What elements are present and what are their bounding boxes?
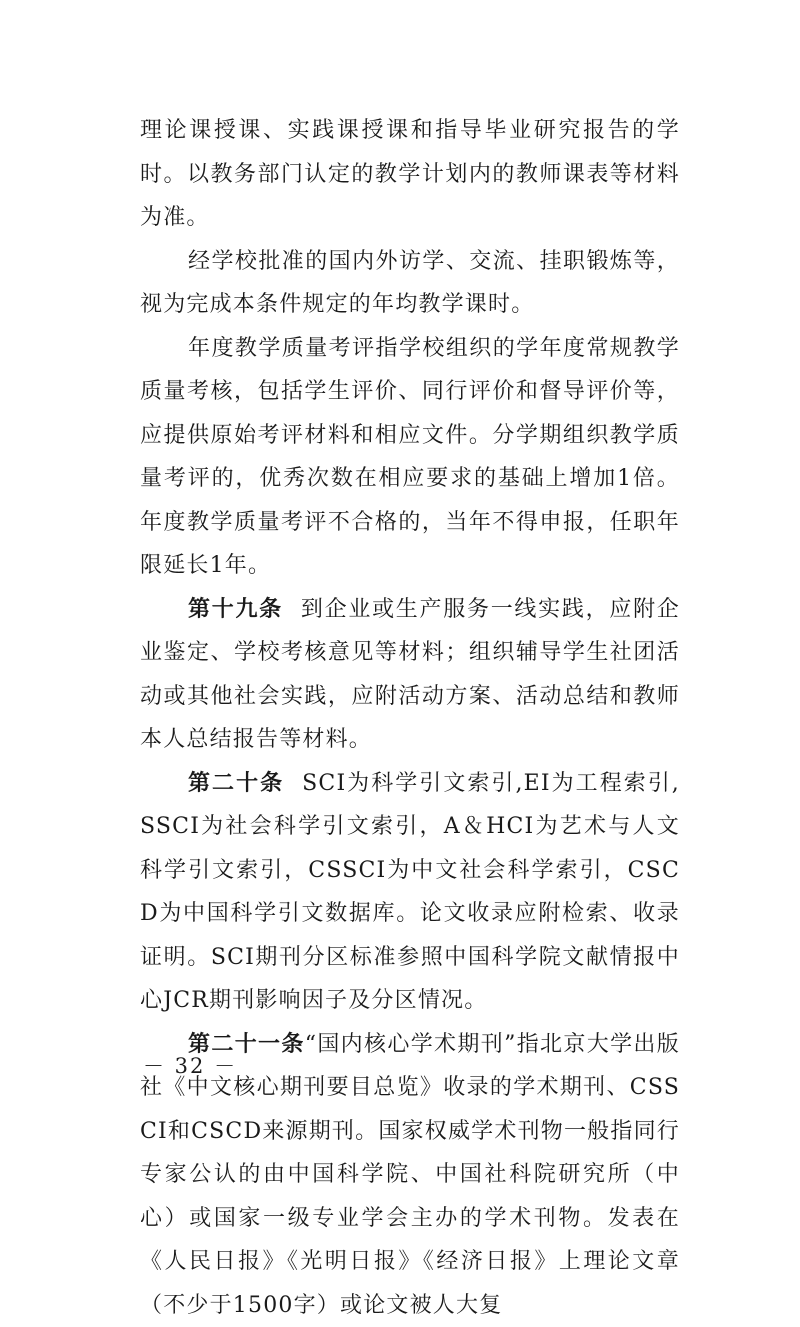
paragraph-text: 理论课授课、实践课授课和指导毕业研究报告的学时。以教务部门认定的教学计划内的教师课表等材料为准。 xyxy=(140,118,680,230)
article-text: SCI为科学引文索引,EI为工程索引,SSCI为社会科学引文索引，A＆HCI为艺术与人文科学引文索引，CSSCI为中文社会科学索引，CSCD为中国科学引文数据库。论文收录应附检索、收录证明。SCI期刊分区标准参照中国科学院文献情报中心JCR期刊影响因子及分区情况。 xyxy=(140,771,680,1014)
paragraph-1 xyxy=(140,109,680,240)
article-number: 第二十条 xyxy=(188,771,284,796)
paragraph-3 xyxy=(140,327,680,588)
article-number: 第十九条 xyxy=(188,597,283,622)
page-number: － 32 － xyxy=(143,1050,237,1080)
article-20 xyxy=(140,762,680,1023)
article-text: “国内核心学术期刊”指北京大学出版社《中文核心期刊要目总览》收录的学术期刊、CSSCI和CSCD来源期刊。国家权威学术刊物一般指同行专家公认的由中国科学院、中国社科院研究所（中心）或国家一级专业学会主办的学术刊物。发表在《人民日报》《光明日报》《经济日报》上理论文章（不少于1500字）或论文被人大复 xyxy=(140,1032,680,1318)
document-body xyxy=(140,109,680,1327)
article-number: 第二十一条 xyxy=(188,1032,305,1057)
paragraph-text: 经学校批准的国内外访学、交流、挂职锻炼等，视为完成本条件规定的年均教学课时。 xyxy=(140,249,680,318)
paragraph-2 xyxy=(140,240,680,327)
article-19 xyxy=(140,588,680,762)
paragraph-text: 年度教学质量考评指学校组织的学年度常规教学质量考核，包括学生评价、同行评价和督导评价等，应提供原始考评材料和相应文件。分学期组织教学质量考评的，优秀次数在相应要求的基础上增加1倍。年度教学质量考评不合格的，当年不得申报，任职年限延长1年。 xyxy=(140,336,680,579)
article-text: 到企业或生产服务一线实践，应附企业鉴定、学校考核意见等材料；组织辅导学生社团活动或其他社会实践，应附活动方案、活动总结和教师本人总结报告等材料。 xyxy=(140,597,680,753)
